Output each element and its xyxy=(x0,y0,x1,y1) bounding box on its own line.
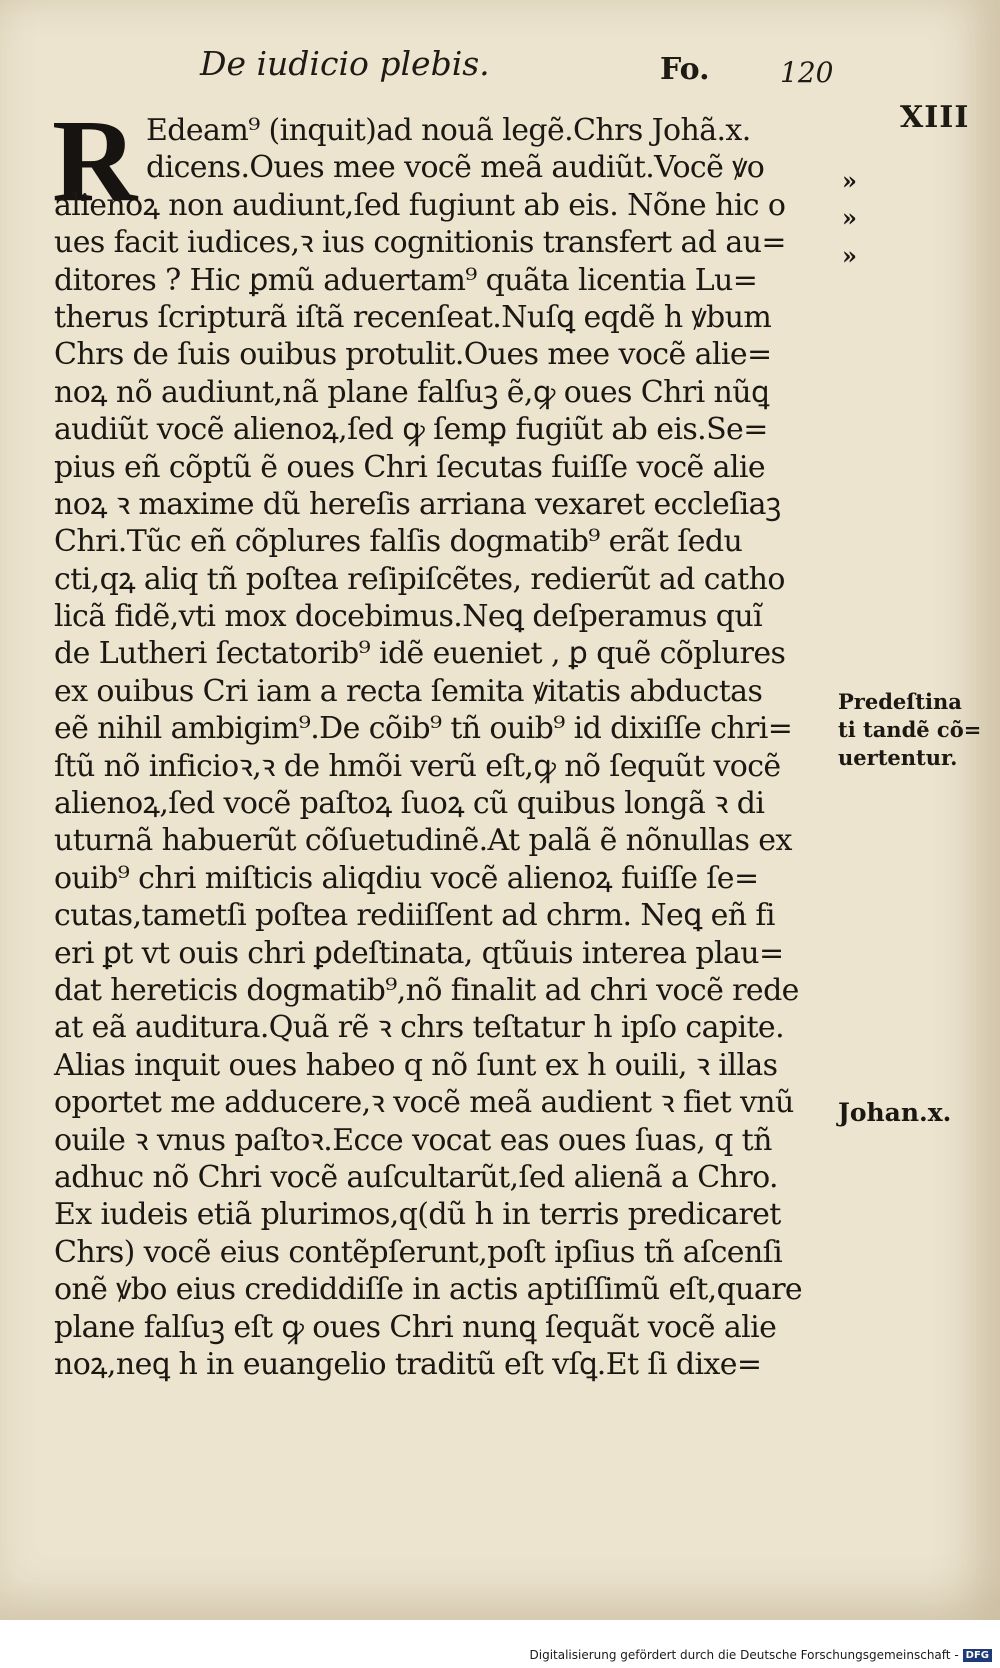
text-line: onẽ ꝟbo eius crediddiſſe in actis aptiſſimũ eſt,quare xyxy=(54,1272,803,1308)
text-line: ditores ? Hic ꝑmũ aduertam⁹ quãta licentia Lu= xyxy=(54,262,758,298)
text-line: Chri.Tũc eñ cõplures falſis dogmatib⁹ erãt ſedu xyxy=(54,524,743,560)
text-line: therus ſcripturã iſtã recenſeat.Nuſꝗ eqdẽ h ꝟbum xyxy=(54,299,772,335)
margin-reference: Johan.x. xyxy=(838,1098,952,1127)
footer-text: Digitalisierung gefördert durch die Deutsche Forschungsgemeinschaft - xyxy=(529,1648,959,1662)
text-line: pius eñ cõptũ ẽ oues Chri ſecutas fuiſſe vocẽ alie xyxy=(54,449,766,485)
text-line: licã fidẽ,vti mox docebimus.Neꝗ deſperamus quĩ xyxy=(54,599,763,635)
folio-label: Fo. xyxy=(660,52,710,87)
quote-mark: » xyxy=(842,203,857,233)
text-line: noꝝ,neꝗ h in euangelio traditũ eſt vſꝗ.Et ſi dixe= xyxy=(54,1346,762,1382)
initial-letter: R xyxy=(52,95,138,226)
text-line: alienoꝝ non audiunt,ſed fugiunt ab eis. Nõne hic o xyxy=(54,187,786,223)
text-line: Alias inquit oues habeo q nõ ſunt ex h ouili, ꝛ illas xyxy=(54,1047,778,1083)
text-line: ouile ꝛ vnus paſtoꝛ.Ecce vocat eas oues ſuas, q tñ xyxy=(54,1122,772,1158)
text-line: cutas,tametſi poſtea rediiſſent ad chrm. Neꝗ eñ fi xyxy=(54,898,775,934)
margin-note-line: Predeſtina xyxy=(838,689,962,714)
margin-note xyxy=(838,688,998,772)
folio-number: 120 xyxy=(780,56,834,89)
quote-mark: » xyxy=(842,240,857,270)
text-line: uturnã habuerũt cõſuetudinẽ.At palã ẽ nõnullas ex xyxy=(54,823,792,859)
text-line: adhuc nõ Chri vocẽ auſcultarũt,ſed alienã a Chro. xyxy=(54,1159,778,1195)
text-line: ouib⁹ chri miſticis aliqdiu vocẽ alienoꝝ fuiſſe ſe= xyxy=(54,860,759,896)
margin-note-line: ti tandẽ cõ= xyxy=(838,717,982,742)
margin-note-line: uertentur. xyxy=(838,745,958,770)
text-line: dicens.Oues mee vocẽ meã audiũt.Vocẽ ꝟo xyxy=(146,150,765,186)
text-line: audiũt vocẽ alienoꝝ,ſed ꝙ ſemꝑ fugiũt ab eis.Se= xyxy=(54,412,768,448)
text-line: cti,qꝝ aliq tñ poſtea reſipiſcẽtes, redierũt ad catho xyxy=(54,561,785,597)
text-line: noꝝ nõ audiunt,nã plane falſuꝫ ẽ,ꝙ oues Chri nũꝗ xyxy=(54,374,769,410)
text-line: eri ꝑt vt ouis chri ꝑdeſtinata, qtũuis interea plau= xyxy=(54,935,784,971)
text-line: oportet me adducere,ꝛ vocẽ meã audient ꝛ fiet vnũ xyxy=(54,1085,794,1121)
text-line: ues facit iudices,ꝛ ius cognitionis transfert ad au= xyxy=(54,225,786,261)
chapter-number: XIII xyxy=(900,100,970,135)
quotation-marks xyxy=(842,162,872,274)
text-line: Chrs) vocẽ eius contẽpſerunt,poſt ipſius tñ aſcenſi xyxy=(54,1234,783,1270)
text-line: at eã auditura.Quã rẽ ꝛ chrs teſtatur h ipſo capite. xyxy=(54,1010,785,1046)
text-line: Chrs de ſuis ouibus protulit.Oues mee vocẽ alie= xyxy=(54,337,772,373)
footer-credit xyxy=(530,1648,993,1662)
text-line: Ex iudeis etiã plurimos,q(dũ h in terris predicaret xyxy=(54,1197,781,1233)
text-line: ex ouibus Cri iam a recta ſemita ꝟitatis abductas xyxy=(54,673,763,709)
text-line: eẽ nihil ambigim⁹.De cõib⁹ tñ ouib⁹ id dixiſſe chri= xyxy=(54,711,793,747)
dfg-logo: DFG xyxy=(963,1649,992,1662)
text-line: Edeam⁹ (inquit)ad nouã legẽ.Chrs Johã.x. xyxy=(146,113,751,148)
text-line: de Lutheri ſectatorib⁹ idẽ eueniet , ꝑ quẽ cõplures xyxy=(54,636,786,672)
text-line: dat hereticis dogmatib⁹,nõ finalit ad chri vocẽ rede xyxy=(54,972,799,1008)
text-line: noꝝ ꝛ maxime dũ hereſis arriana vexaret eccleſiaꝫ xyxy=(54,486,781,522)
body-text xyxy=(54,112,834,1383)
text-line: ſtũ nõ inficioꝛ,ꝛ de hmõi verũ eſt,ꝙ nõ ſequũt vocẽ xyxy=(54,748,781,784)
running-title: De iudicio plebis. xyxy=(200,44,490,83)
text-line: alienoꝝ,ſed vocẽ paſtoꝝ ſuoꝝ cũ quibus longã ꝛ di xyxy=(54,786,765,822)
quote-mark: » xyxy=(842,166,857,195)
text-line: plane falſuꝫ eſt ꝙ oues Chri nunꝗ ſequãt vocẽ alie xyxy=(54,1309,777,1345)
